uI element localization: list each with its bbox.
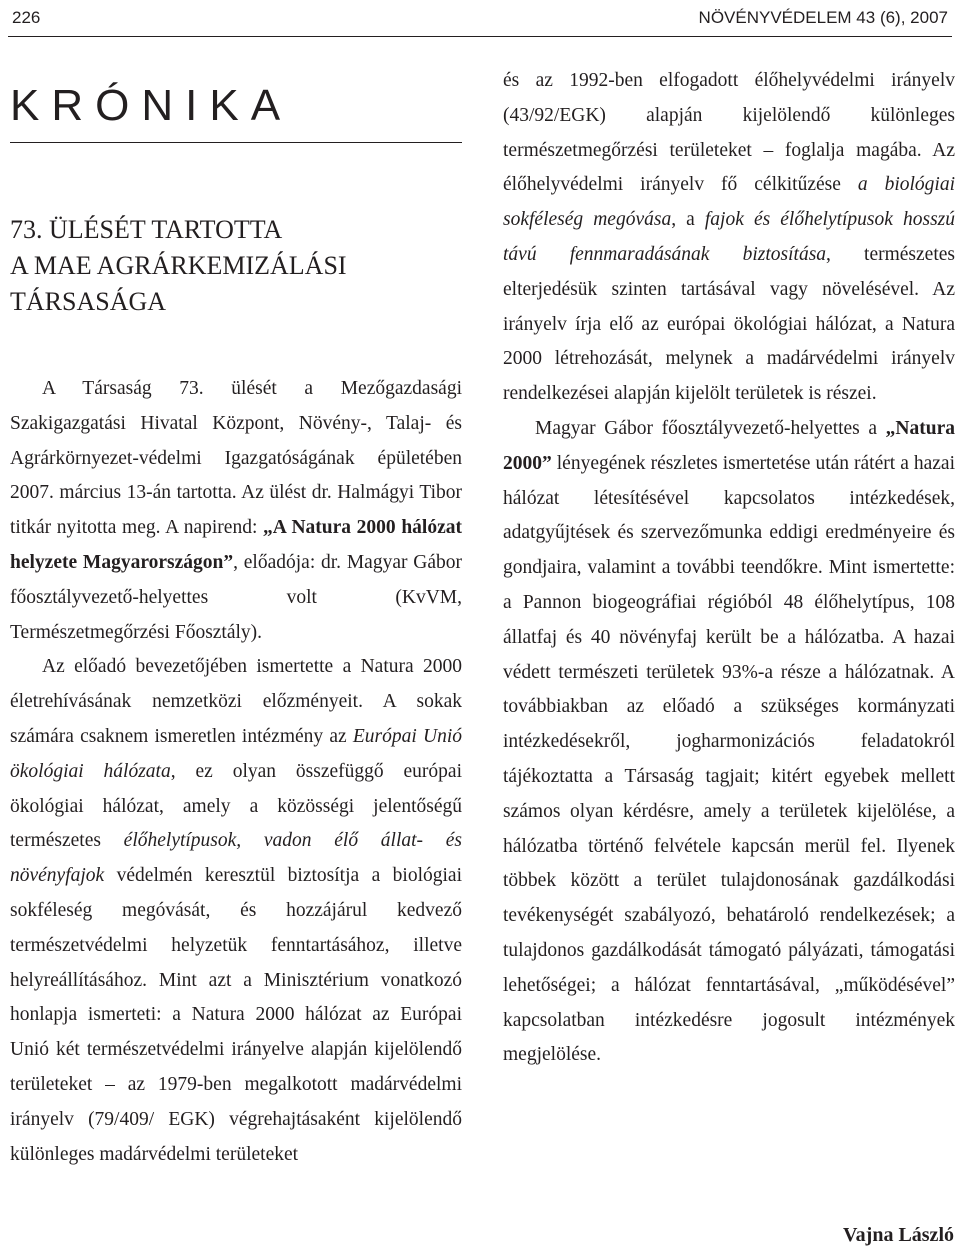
right-paragraph-2 <box>503 412 955 1073</box>
agenda-title: „A Natura 2000 hálózat helyzete Magyarországon” <box>10 517 462 573</box>
right-column <box>503 64 955 1073</box>
right-paragraph-1 <box>503 64 955 412</box>
title-line-1: 73. ÜLÉSÉT TARTOTTA <box>10 215 283 244</box>
page-header <box>8 4 952 34</box>
left-paragraph-1 <box>10 372 462 650</box>
text-run: , előadója: dr. Magyar Gábor főosztályvezető-helyettes volt (KvVM, Természetmegőrzési Főosztály). <box>10 551 462 643</box>
left-paragraph-2 <box>10 650 462 1172</box>
text-run: védelmén keresztül biztosítja a biológiai sokféleség megóvását, és hozzájárul kedvező természetvédelmi helyzetük fenntartásához, illetve helyreállításához. Mint azt a Minisztérium vonatkozó honlapja ismerteti: a Natura 2000 hálózat az Európai Unió két természetvédelmi irányelve alapján kijelölendő területeket – az 1979-ben megalkotott madárvédelmi irányelv (79/409/ EGK) végrehajtásaként kijelölendő különleges madárvédelmi területeket <box>10 865 462 1165</box>
left-column <box>10 372 462 1172</box>
emphasis: fajok és élőhelytípusok hosszú távú fennmaradásának biztosítása <box>503 209 955 265</box>
emphasis: a biológiai sokféleség megóvása <box>503 174 956 231</box>
title-line-3: TÁRSASÁGA <box>10 287 167 316</box>
header-rule <box>8 36 952 37</box>
journal-title: NÖVÉNYVÉDELEM 43 (6), 2007 <box>698 8 948 27</box>
page-number: 226 <box>12 8 41 27</box>
text-run: és az 1992-ben elfogadott élőhelyvédelmi irányelv (43/92/EGK) alapján kijelölendő különleges természetmegőrzési területeket – foglalja magába. Az élőhelyvédelmi irányelv fő célkitűzése <box>503 70 955 196</box>
emphasis: Európai Unió ökológiai hálózata <box>10 725 462 782</box>
text-run: , természetes elterjedésük szinten tartásával vagy növelésével. Az irányelv írja elő az európai ökológiai hálózat, a Natura 2000 létrehozását, melynek a madárvédelmi irányelv rendelkezései alapján kijelölt területek is részei. <box>503 243 955 405</box>
bold-term: „Natura 2000” <box>503 417 955 474</box>
author-byline: Vajna László <box>843 1224 954 1246</box>
text-run: , ez olyan összefüggő európai ökológiai hálózat, amely a közösségi jelentőségű természetes <box>10 760 462 852</box>
text-run: Az előadó bevezetőjében ismertette a Natura 2000 életrehívásának nemzetközi előzményeit. A sokak számára csaknem ismeretlen intézmény az <box>10 656 462 747</box>
section-label: KRÓNIKA <box>10 81 293 130</box>
emphasis: élőhelytípusok, vadon élő állat- és növényfajok <box>10 830 462 887</box>
text-run: Magyar Gábor főosztályvezető-helyettes a <box>535 417 886 439</box>
title-line-2: A MAE AGRÁRKEMIZÁLÁSI <box>10 251 347 280</box>
text-run: lényegének részletes ismertetése után rátért a hazai hálózat létesítésével kapcsolatos intézkedések, adatgyűjtések és szervezőmunka eddigi eredményeire és gondjaira, valamint a további teendőkre. Mint ismertette: a Pannon biogeográfiai régióból 48 élőhelytípus, 108 állatfaj és 40 növényfaj került be a hálózatba. A hazai védett természeti területek 93%-a része a hálózatnak. A továbbiakban az előadó a szükséges kormányzati intézkedésekről, jogharmonizációs feladatokról tájékoztatta a Társaság tagjait; kitért egyebek mellett számos olyan kérdésre, amely a területek kijelölése, a hálózatba történő felvétele kapcsán merül fel. Ilyenek többek között a terület tulajdonosának gazdálkodási tevékenységét szabályozó, behatároló rendelkezések; a tulajdonos gazdálkodását támogató pályázati, támogatási lehetőségei; a hálózat fenntartásával, „működésével” kapcsolatban intézkedésre jogosult intézmények megjelölése. <box>503 452 955 1066</box>
section-rule <box>10 142 462 143</box>
text-run: , a <box>671 209 705 231</box>
article-title <box>10 212 462 320</box>
text-run: A Társaság 73. ülését a Mezőgazdasági Szakigazgatási Hivatal Központ, Növény-, Talaj- és Agrárkörnyezet-védelmi Igazgatóságának épületében 2007. március 13-án tartotta. Az ülést dr. Halmágyi Tibor titkár nyitotta meg. A napirend: <box>10 378 462 539</box>
